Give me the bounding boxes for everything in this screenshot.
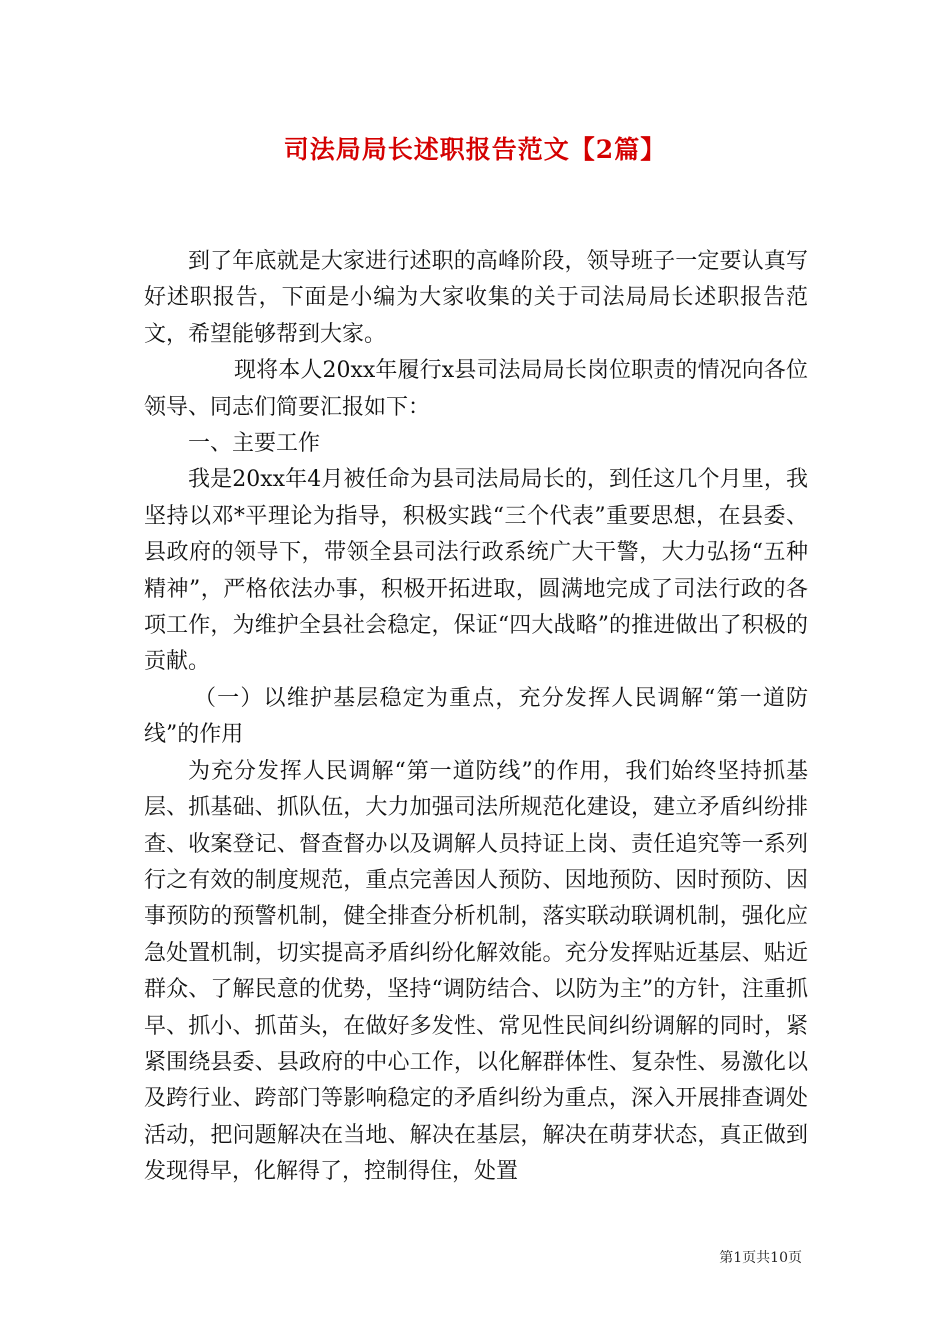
report-opening-paragraph: 现将本人20xx年履行x县司法局局长岗位职责的情况向各位领导、同志们简要汇报如下： [144,358,808,420]
intro-paragraph: 到了年底就是大家进行述职的高峰阶段，领导班子一定要认真写好述职报告，下面是小编为大家收集的关于司法局局长述职报告范文，希望能够帮到大家。 [144,249,808,347]
body-paragraph: 我是20xx年4月被任命为县司法局局长的，到任这几个月里，我坚持以邓*平理论为指导，积极实践“三个代表”重要思想，在县委、县政府的领导下，带领全县司法行政系统广大干警，大力弘扬“五种精神”，严格依法办事，积极开拓进取，圆满地完成了司法行政的各项工作，为维护全县社会稳定，保证“四大战略”的推进做出了积极的贡献。 [144,467,808,675]
section-heading: 一、主要工作 [188,431,321,457]
page-number-footer: 第1页共10页 [719,1250,802,1266]
subsection-heading: （一）以维护基层稳定为重点，充分发挥人民调解“第一道防线”的作用 [144,685,808,748]
document-title: 司法局局长述职报告范文【2篇】 [283,135,667,164]
body-paragraph: 为充分发挥人民调解“第一道防线”的作用，我们始终坚持抓基层、抓基础、抓队伍，大力加强司法所规范化建设，建立矛盾纠纷排查、收案登记、督查督办以及调解人员持证上岗、责任追究等一系列行之有效的制度规范，重点完善因人预防、因地预防、因时预防、因事预防的预警机制，健全排查分析机制，落实联动联调机制，强化应急处置机制，切实提高矛盾纠纷化解效能。充分发挥贴近基层、贴近群众、了解民意的优势，坚持“调防结合、以防为主”的方针，注重抓早、抓小、抓苗头，在做好多发性、常见性民间纠纷调解的同时，紧紧围绕县委、县政府的中心工作，以化解群体性、复杂性、易激化以及跨行业、跨部门等影响稳定的矛盾纠纷为重点，深入开展排查调处活动，把问题解决在当地、解决在基层，解决在萌芽状态，真正做到发现得早，化解得了，控制得住，处置 [144,758,808,1185]
document-body [144,244,808,1191]
